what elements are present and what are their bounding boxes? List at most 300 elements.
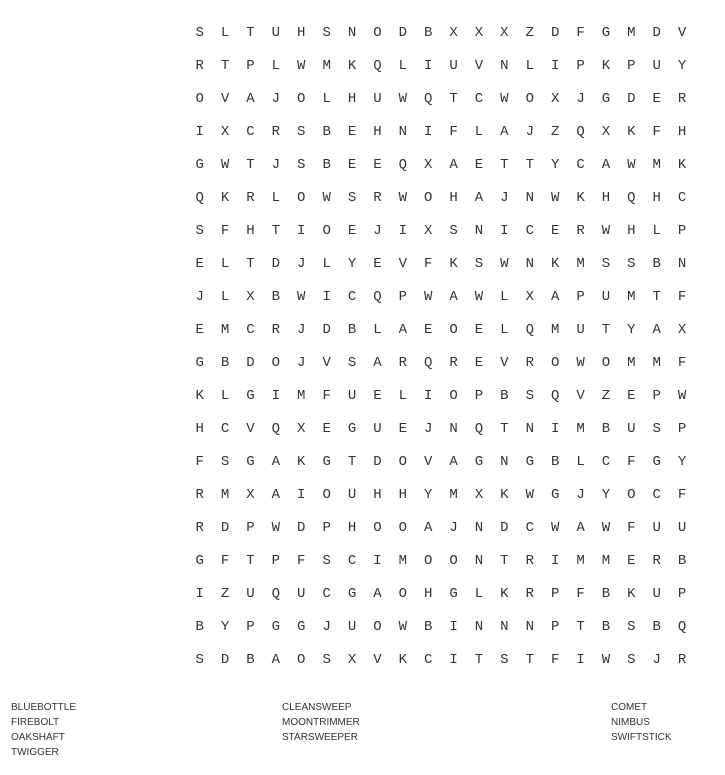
grid-row bbox=[187, 215, 695, 248]
grid-letter: D bbox=[373, 454, 382, 470]
grid-letter: K bbox=[347, 58, 357, 74]
grid-letter: O bbox=[398, 520, 408, 536]
grid-letter: C bbox=[474, 91, 484, 107]
word-cleansweep: CLEANSWEEP bbox=[282, 702, 352, 713]
grid-letter: L bbox=[220, 289, 230, 305]
grid-letter: U bbox=[246, 586, 255, 602]
grid-letter: E bbox=[627, 553, 636, 569]
grid-letter: Q bbox=[271, 421, 281, 437]
grid-letter: I bbox=[449, 619, 458, 635]
grid-letter: P bbox=[246, 520, 255, 536]
grid-letter: N bbox=[500, 454, 509, 470]
grid-row bbox=[187, 479, 695, 512]
grid-letter: M bbox=[576, 256, 585, 272]
grid-letter: B bbox=[347, 322, 357, 338]
grid-letter: V bbox=[500, 355, 509, 371]
grid-row bbox=[187, 17, 695, 50]
grid-letter: S bbox=[347, 355, 357, 371]
grid-letter: T bbox=[347, 454, 357, 470]
grid-letter: N bbox=[525, 190, 534, 206]
grid-letter: D bbox=[271, 256, 281, 272]
grid-letter: J bbox=[271, 157, 281, 173]
grid-letter: Q bbox=[373, 58, 382, 74]
grid-letter: H bbox=[347, 91, 357, 107]
grid-letter: K bbox=[449, 256, 458, 272]
word-nimbus: NIMBUS bbox=[611, 717, 650, 728]
grid-letter: J bbox=[525, 124, 534, 140]
grid-letter: C bbox=[424, 652, 433, 668]
grid-letter: G bbox=[195, 553, 204, 569]
grid-letter: I bbox=[424, 58, 433, 74]
grid-letter: I bbox=[398, 223, 408, 239]
grid-letter: S bbox=[195, 652, 204, 668]
grid-letter: A bbox=[246, 91, 255, 107]
grid-letter: W bbox=[576, 355, 585, 371]
grid-letter: Z bbox=[220, 586, 230, 602]
grid-letter: T bbox=[576, 619, 585, 635]
grid-letter: I bbox=[271, 388, 281, 404]
grid-letter: C bbox=[652, 487, 661, 503]
grid-letter: Y bbox=[424, 487, 433, 503]
grid-letter: L bbox=[474, 586, 484, 602]
grid-letter: T bbox=[271, 223, 281, 239]
grid-letter: X bbox=[424, 157, 433, 173]
grid-letter: K bbox=[398, 652, 408, 668]
grid-letter: P bbox=[271, 553, 281, 569]
grid-letter: E bbox=[550, 223, 560, 239]
grid-letter: M bbox=[652, 157, 661, 173]
grid-letter: T bbox=[246, 256, 255, 272]
grid-letter: G bbox=[297, 619, 306, 635]
grid-letter: D bbox=[550, 25, 560, 41]
grid-letter: X bbox=[550, 91, 560, 107]
grid-letter: P bbox=[652, 388, 661, 404]
grid-letter: J bbox=[373, 223, 382, 239]
grid-letter: Y bbox=[677, 58, 687, 74]
grid-letter: Y bbox=[550, 157, 560, 173]
grid-letter: R bbox=[525, 553, 534, 569]
grid-letter: C bbox=[525, 223, 534, 239]
grid-letter: O bbox=[373, 520, 382, 536]
grid-letter: X bbox=[246, 289, 255, 305]
grid-letter: F bbox=[576, 25, 585, 41]
grid-letter: E bbox=[373, 157, 382, 173]
grid-letter: D bbox=[500, 520, 509, 536]
grid-letter: C bbox=[322, 586, 331, 602]
grid-letter: T bbox=[652, 289, 661, 305]
grid-letter: J bbox=[297, 355, 306, 371]
grid-letter: R bbox=[398, 355, 408, 371]
grid-letter: D bbox=[627, 91, 636, 107]
word-moontrimmer: MOONTRIMMER bbox=[282, 717, 360, 728]
grid-letter: H bbox=[449, 190, 458, 206]
grid-letter: T bbox=[474, 652, 484, 668]
grid-letter: T bbox=[500, 421, 509, 437]
grid-letter: R bbox=[525, 355, 534, 371]
grid-letter: K bbox=[500, 487, 509, 503]
grid-letter: I bbox=[424, 124, 433, 140]
grid-letter: G bbox=[195, 157, 204, 173]
grid-letter: T bbox=[246, 553, 255, 569]
grid-letter: M bbox=[322, 58, 331, 74]
grid-letter: F bbox=[297, 553, 306, 569]
grid-letter: E bbox=[627, 388, 636, 404]
grid-letter: H bbox=[347, 520, 357, 536]
grid-letter: K bbox=[500, 586, 509, 602]
grid-letter: C bbox=[601, 454, 611, 470]
grid-letter: W bbox=[398, 190, 408, 206]
grid-letter: Q bbox=[373, 289, 382, 305]
grid-letter: U bbox=[347, 388, 357, 404]
grid-letter: O bbox=[322, 223, 331, 239]
grid-letter: H bbox=[601, 190, 611, 206]
grid-letter: L bbox=[373, 322, 382, 338]
grid-letter: L bbox=[398, 58, 408, 74]
grid-letter: W bbox=[297, 58, 306, 74]
grid-row bbox=[187, 149, 695, 182]
grid-letter: I bbox=[373, 553, 382, 569]
grid-letter: G bbox=[474, 454, 484, 470]
grid-letter: X bbox=[474, 25, 484, 41]
grid-letter: E bbox=[474, 322, 484, 338]
grid-letter: C bbox=[246, 322, 255, 338]
grid-letter: Q bbox=[550, 388, 560, 404]
grid-letter: M bbox=[627, 289, 636, 305]
grid-letter: Y bbox=[627, 322, 636, 338]
grid-letter: S bbox=[322, 25, 331, 41]
grid-letter: C bbox=[246, 124, 255, 140]
grid-row bbox=[187, 116, 695, 149]
grid-row bbox=[187, 281, 695, 314]
grid-letter: W bbox=[500, 91, 509, 107]
grid-row bbox=[187, 314, 695, 347]
grid-letter: O bbox=[550, 355, 560, 371]
grid-letter: B bbox=[601, 586, 611, 602]
grid-letter: X bbox=[677, 322, 687, 338]
grid-letter: X bbox=[525, 289, 534, 305]
grid-letter: N bbox=[500, 58, 509, 74]
grid-letter: A bbox=[500, 124, 509, 140]
grid-letter: W bbox=[424, 289, 433, 305]
grid-row bbox=[187, 248, 695, 281]
grid-letter: H bbox=[627, 223, 636, 239]
grid-letter: P bbox=[322, 520, 331, 536]
grid-letter: S bbox=[601, 256, 611, 272]
grid-letter: J bbox=[500, 190, 509, 206]
grid-letter: P bbox=[677, 421, 687, 437]
grid-letter: N bbox=[677, 256, 687, 272]
grid-letter: P bbox=[246, 619, 255, 635]
grid-letter: N bbox=[525, 421, 534, 437]
word-bank bbox=[0, 700, 725, 770]
grid-letter: O bbox=[373, 25, 382, 41]
grid-letter: S bbox=[322, 652, 331, 668]
grid-letter: A bbox=[576, 520, 585, 536]
grid-letter: E bbox=[373, 256, 382, 272]
grid-letter: X bbox=[474, 487, 484, 503]
grid-row bbox=[187, 182, 695, 215]
grid-row bbox=[187, 83, 695, 116]
grid-letter: L bbox=[500, 289, 509, 305]
grid-letter: T bbox=[525, 157, 534, 173]
grid-letter: G bbox=[601, 25, 611, 41]
grid-letter: B bbox=[246, 652, 255, 668]
grid-letter: N bbox=[500, 619, 509, 635]
word-firebolt: FIREBOLT bbox=[11, 717, 60, 728]
grid-letter: I bbox=[195, 586, 204, 602]
grid-letter: I bbox=[550, 58, 560, 74]
grid-letter: T bbox=[601, 322, 611, 338]
grid-letter: W bbox=[601, 520, 611, 536]
grid-letter: E bbox=[398, 421, 408, 437]
grid-letter: F bbox=[195, 454, 204, 470]
grid-letter: D bbox=[297, 520, 306, 536]
grid-letter: A bbox=[550, 289, 560, 305]
grid-letter: V bbox=[474, 58, 484, 74]
grid-letter: H bbox=[195, 421, 204, 437]
grid-row bbox=[187, 611, 695, 644]
grid-letter: S bbox=[195, 25, 204, 41]
grid-letter: N bbox=[525, 619, 534, 635]
grid-letter: O bbox=[297, 91, 306, 107]
grid-row bbox=[187, 347, 695, 380]
grid-letter: F bbox=[627, 520, 636, 536]
grid-letter: K bbox=[550, 256, 560, 272]
grid-letter: B bbox=[652, 256, 661, 272]
grid-letter: L bbox=[500, 322, 509, 338]
grid-letter: Y bbox=[677, 454, 687, 470]
grid-row bbox=[187, 446, 695, 479]
grid-letter: V bbox=[424, 454, 433, 470]
grid-letter: H bbox=[424, 586, 433, 602]
grid-letter: S bbox=[322, 553, 331, 569]
grid-letter: I bbox=[500, 223, 509, 239]
grid-row bbox=[187, 413, 695, 446]
grid-letter: N bbox=[474, 553, 484, 569]
grid-letter: W bbox=[297, 289, 306, 305]
grid-letter: L bbox=[220, 25, 230, 41]
grid-letter: I bbox=[576, 652, 585, 668]
word-twigger: TWIGGER bbox=[11, 747, 59, 758]
grid-letter: S bbox=[474, 256, 484, 272]
grid-letter: W bbox=[398, 91, 408, 107]
grid-letter: Q bbox=[525, 322, 534, 338]
grid-letter: G bbox=[449, 586, 458, 602]
grid-letter: P bbox=[550, 619, 560, 635]
grid-row bbox=[187, 644, 695, 677]
grid-letter: H bbox=[677, 124, 687, 140]
grid-letter: R bbox=[246, 190, 255, 206]
grid-letter: J bbox=[576, 487, 585, 503]
grid-letter: U bbox=[652, 58, 661, 74]
grid-letter: H bbox=[398, 487, 408, 503]
grid-letter: K bbox=[677, 157, 687, 173]
grid-letter: B bbox=[195, 619, 204, 635]
grid-letter: U bbox=[271, 25, 281, 41]
grid-letter: N bbox=[347, 25, 357, 41]
grid-letter: W bbox=[322, 190, 331, 206]
grid-row bbox=[187, 380, 695, 413]
grid-letter: A bbox=[373, 355, 382, 371]
grid-letter: Q bbox=[576, 124, 585, 140]
grid-letter: F bbox=[627, 454, 636, 470]
grid-letter: G bbox=[601, 91, 611, 107]
grid-letter: Q bbox=[424, 91, 433, 107]
grid-letter: R bbox=[373, 190, 382, 206]
grid-letter: T bbox=[500, 157, 509, 173]
grid-letter: R bbox=[271, 124, 281, 140]
grid-letter: E bbox=[474, 355, 484, 371]
grid-letter: W bbox=[627, 157, 636, 173]
grid-letter: X bbox=[246, 487, 255, 503]
grid-letter: L bbox=[398, 388, 408, 404]
grid-letter: O bbox=[424, 190, 433, 206]
grid-letter: P bbox=[627, 58, 636, 74]
grid-letter: O bbox=[373, 619, 382, 635]
word-comet: COMET bbox=[611, 702, 648, 713]
grid-letter: Q bbox=[627, 190, 636, 206]
grid-letter: Q bbox=[677, 619, 687, 635]
grid-letter: V bbox=[220, 91, 230, 107]
grid-letter: Q bbox=[195, 190, 204, 206]
grid-letter: G bbox=[347, 586, 357, 602]
grid-letter: H bbox=[652, 190, 661, 206]
grid-letter: I bbox=[297, 487, 306, 503]
grid-letter: T bbox=[449, 91, 458, 107]
grid-letter: A bbox=[449, 454, 458, 470]
word-list-column-2 bbox=[282, 700, 360, 745]
grid-letter: O bbox=[449, 388, 458, 404]
grid-letter: S bbox=[627, 619, 636, 635]
grid-letter: F bbox=[322, 388, 331, 404]
grid-letter: K bbox=[297, 454, 306, 470]
grid-letter: Q bbox=[474, 421, 484, 437]
grid-letter: U bbox=[652, 520, 661, 536]
grid-letter: A bbox=[398, 322, 408, 338]
grid-letter: I bbox=[550, 553, 560, 569]
grid-letter: X bbox=[347, 652, 357, 668]
grid-letter: E bbox=[347, 124, 357, 140]
grid-letter: F bbox=[677, 289, 687, 305]
grid-letter: N bbox=[398, 124, 408, 140]
grid-letter: M bbox=[601, 553, 611, 569]
grid-letter: S bbox=[297, 157, 306, 173]
grid-letter: I bbox=[322, 289, 331, 305]
grid-letter: H bbox=[373, 124, 382, 140]
grid-letter: V bbox=[322, 355, 331, 371]
grid-letter: E bbox=[474, 157, 484, 173]
grid-letter: C bbox=[576, 157, 585, 173]
grid-letter: F bbox=[550, 652, 560, 668]
grid-row bbox=[187, 50, 695, 83]
grid-letter: O bbox=[297, 190, 306, 206]
grid-letter: A bbox=[271, 652, 281, 668]
grid-letter: E bbox=[195, 256, 204, 272]
grid-letter: S bbox=[500, 652, 509, 668]
grid-letter: F bbox=[677, 487, 687, 503]
grid-letter: J bbox=[271, 91, 281, 107]
grid-letter: O bbox=[424, 553, 433, 569]
grid-letter: A bbox=[449, 157, 458, 173]
grid-letter: R bbox=[195, 520, 204, 536]
grid-letter: C bbox=[677, 190, 687, 206]
grid-letter: H bbox=[246, 223, 255, 239]
grid-letter: M bbox=[627, 355, 636, 371]
grid-letter: V bbox=[246, 421, 255, 437]
grid-letter: C bbox=[220, 421, 230, 437]
grid-letter: X bbox=[220, 124, 230, 140]
grid-letter: B bbox=[220, 355, 230, 371]
grid-letter: E bbox=[322, 421, 331, 437]
grid-letter: O bbox=[271, 355, 281, 371]
grid-letter: E bbox=[652, 91, 661, 107]
grid-letter: A bbox=[271, 454, 281, 470]
grid-letter: D bbox=[652, 25, 661, 41]
grid-letter: U bbox=[449, 58, 458, 74]
grid-letter: R bbox=[195, 58, 204, 74]
grid-letter: R bbox=[576, 223, 585, 239]
grid-letter: T bbox=[246, 25, 255, 41]
grid-letter: J bbox=[297, 322, 306, 338]
grid-letter: P bbox=[677, 586, 687, 602]
grid-letter: U bbox=[576, 322, 585, 338]
grid-letter: K bbox=[195, 388, 204, 404]
grid-letter: L bbox=[271, 58, 281, 74]
grid-letter: O bbox=[449, 553, 458, 569]
grid-letter: W bbox=[601, 652, 611, 668]
word-list-column-1 bbox=[11, 700, 76, 760]
grid-letter: G bbox=[550, 487, 560, 503]
grid-letter: I bbox=[195, 124, 204, 140]
grid-letter: W bbox=[550, 190, 560, 206]
grid-letter: A bbox=[474, 190, 484, 206]
grid-letter: M bbox=[297, 388, 306, 404]
grid-letter: W bbox=[550, 520, 560, 536]
grid-letter: F bbox=[424, 256, 433, 272]
grid-letter: F bbox=[220, 223, 230, 239]
grid-letter: G bbox=[271, 619, 281, 635]
grid-letter: X bbox=[601, 124, 611, 140]
grid-letter: U bbox=[601, 289, 611, 305]
grid-letter: G bbox=[195, 355, 204, 371]
grid-letter: G bbox=[525, 454, 534, 470]
grid-letter: O bbox=[627, 487, 636, 503]
grid-letter: A bbox=[449, 289, 458, 305]
grid-letter: W bbox=[677, 388, 687, 404]
grid-letter: J bbox=[297, 256, 306, 272]
grid-letter: C bbox=[347, 553, 357, 569]
grid-letter: L bbox=[576, 454, 585, 470]
grid-letter: B bbox=[322, 157, 331, 173]
grid-letter: W bbox=[525, 487, 534, 503]
grid-letter: A bbox=[271, 487, 281, 503]
grid-letter: T bbox=[246, 157, 255, 173]
grid-letter: W bbox=[398, 619, 408, 635]
grid-letter: B bbox=[601, 619, 611, 635]
grid-letter: D bbox=[322, 322, 331, 338]
grid-letter: B bbox=[424, 619, 433, 635]
grid-letter: B bbox=[500, 388, 509, 404]
grid-letter: R bbox=[525, 586, 534, 602]
grid-letter: N bbox=[449, 421, 458, 437]
grid-letter: E bbox=[195, 322, 204, 338]
word-search-grid bbox=[187, 17, 695, 677]
grid-letter: W bbox=[220, 157, 230, 173]
grid-letter: V bbox=[398, 256, 408, 272]
grid-letter: M bbox=[550, 322, 560, 338]
grid-letter: B bbox=[424, 25, 433, 41]
grid-letter: C bbox=[525, 520, 534, 536]
